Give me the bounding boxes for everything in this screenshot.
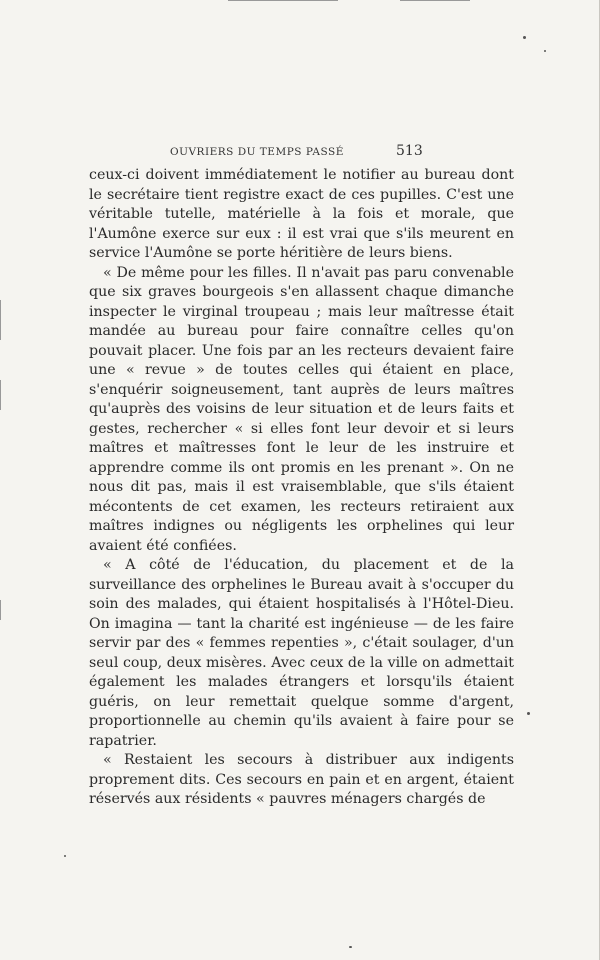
body-text bbox=[89, 166, 514, 810]
scan-mark bbox=[228, 0, 338, 1]
scan-speck bbox=[64, 855, 66, 857]
scan-mark bbox=[0, 300, 1, 340]
scan-speck bbox=[544, 50, 546, 52]
running-title: OUVRIERS DU TEMPS PASSÉ bbox=[170, 146, 344, 158]
scan-mark bbox=[0, 380, 1, 410]
scan-speck bbox=[523, 36, 526, 39]
scan-speck bbox=[349, 946, 352, 948]
paragraph: « Restaient les secours à distribuer aux indigents proprement dits. Ces secours en pain et en argent, étaient réservés aux résidents « pauvres ménagers chargés de bbox=[89, 752, 514, 807]
scan-mark bbox=[400, 0, 470, 1]
scan-mark bbox=[0, 600, 1, 620]
scan-speck bbox=[527, 712, 530, 715]
paragraph: « A côté de l'éducation, du placement et de la surveillance des orphelines le Bureau avait à s'occuper du soin des malades, qui étaient hospitalisés à l'Hôtel-Dieu. On imagina — tant la charité est ingénieuse — de les faire servir par des « femmes repenties », c'était soulager, d'un seul coup, deux misères. Avec ceux de la ville on admettait également les malades étrangers et lorsqu'ils étaient guéris, on leur remettait quelque somme d'argent, proportionnelle au chemin qu'ils avaient à faire pour se rapatrier. bbox=[89, 557, 514, 749]
paragraph: « De même pour les filles. Il n'avait pas paru convenable que six graves bourgeois s'en allassent chaque dimanche inspecter le virginal troupeau ; mais leur maîtresse était mandée au bureau pour faire connaître celles qu'on pouvait placer. Une fois par an les recteurs devaient faire une « revue » de toutes celles qui étaient en place, s'enquérir soigneusement, tant auprès de leurs maîtres qu'auprès des voisins de leur situation et de leurs faits et gestes, rechercher « si elles font leur devoir et si leurs maîtres et maîtresses font le leur de les instruire et apprendre comme ils ont promis en les prenant ». On ne nous dit pas, mais il est vraisemblable, que s'ils étaient mécontents de cet examen, les recteurs retiraient aux maîtres indignes ou négligents les orphelines qui leur avaient été confiées. bbox=[89, 264, 514, 554]
page-number: 513 bbox=[396, 143, 423, 159]
paragraph: ceux-ci doivent immédiatement le notifier au bureau dont le secrétaire tient registre exact de ces pupilles. C'est une véritable tutelle, matérielle à la fois et morale, que l'Aumône exerce sur eux : il est vrai que s'ils meurent en service l'Aumône se porte héritière de leurs biens. bbox=[89, 167, 514, 261]
